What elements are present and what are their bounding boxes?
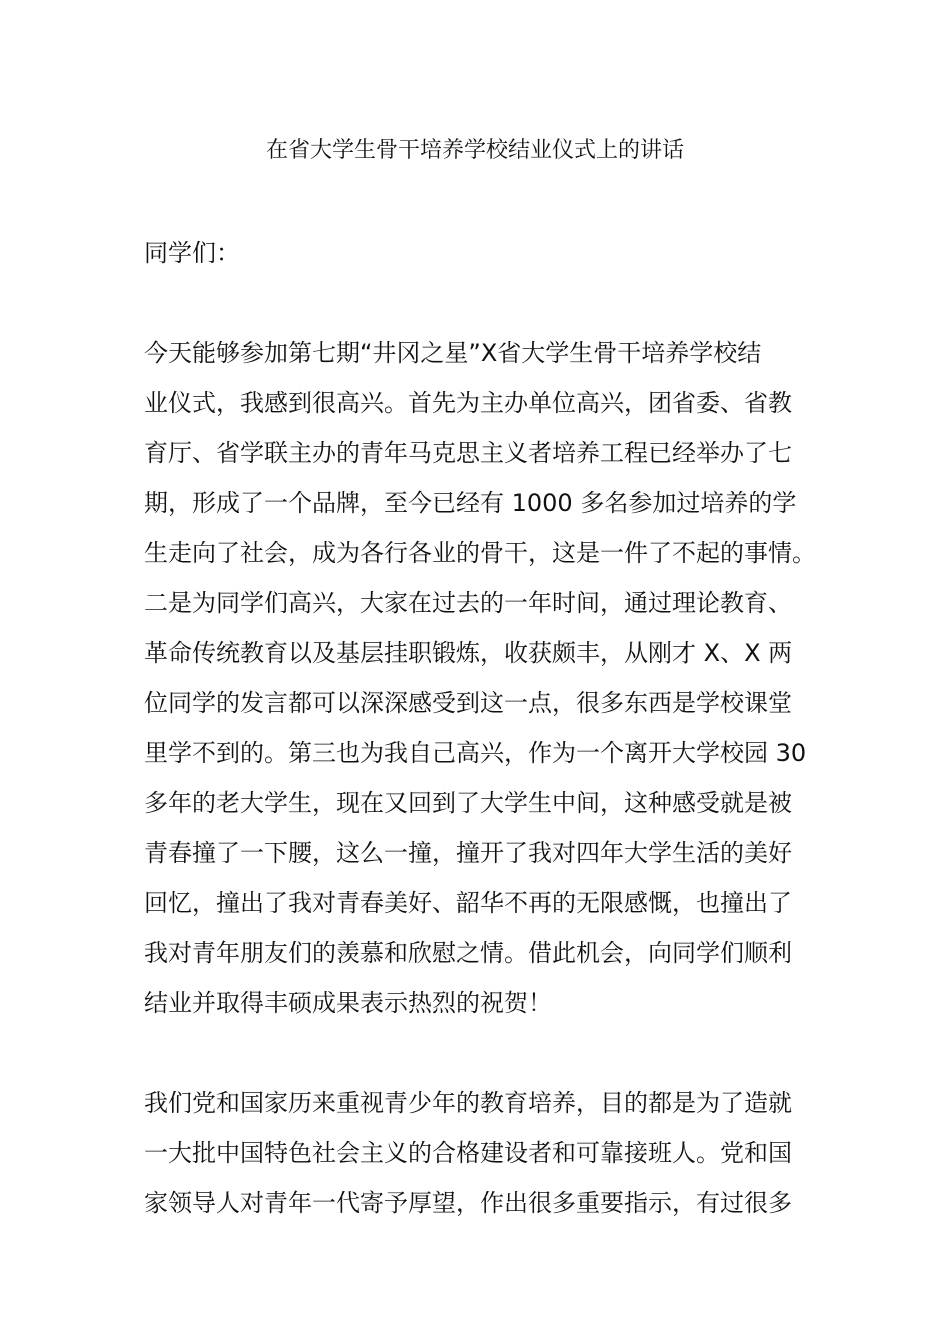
paragraph-line: 生走向了社会，成为各行各业的骨干，这是一件了不起的事情。: [144, 539, 816, 567]
document-title: 在省大学生骨干培养学校结业仪式上的讲话: [265, 138, 684, 163]
paragraph-line: 期，形成了一个品牌，至今已经有 1000 多名参加过培养的学: [144, 489, 797, 517]
paragraph-line: 结业并取得丰硕成果表示热烈的祝贺！: [144, 989, 552, 1017]
paragraph-line: 位同学的发言都可以深深感受到这一点，很多东西是学校课堂: [144, 689, 792, 717]
salutation: 同学们：: [144, 239, 240, 267]
paragraph-line: 业仪式，我感到很高兴。首先为主办单位高兴，团省委、省教: [144, 389, 792, 417]
paragraph-line: 我们党和国家历来重视青少年的教育培养，目的都是为了造就: [144, 1089, 792, 1117]
paragraph-line: 家领导人对青年一代寄予厚望，作出很多重要指示，有过很多: [144, 1189, 792, 1217]
paragraph-line: 回忆，撞出了我对青春美好、韶华不再的无限感慨，也撞出了: [144, 889, 792, 917]
paragraph-line: 多年的老大学生，现在又回到了大学生中间，这种感受就是被: [144, 789, 792, 817]
paragraph-line: 一大批中国特色社会主义的合格建设者和可靠接班人。党和国: [144, 1139, 792, 1167]
paragraph-line: 青春撞了一下腰，这么一撞，撞开了我对四年大学生活的美好: [144, 839, 792, 867]
paragraph-line: 我对青年朋友们的羡慕和欣慰之情。借此机会，向同学们顺利: [144, 939, 792, 967]
paragraph-line: 育厅、省学联主办的青年马克思主义者培养工程已经举办了七: [144, 439, 792, 467]
paragraph-line: 革命传统教育以及基层挂职锻炼，收获颇丰，从刚才 X、X 两: [144, 639, 793, 667]
paragraph-line: 二是为同学们高兴，大家在过去的一年时间，通过理论教育、: [144, 589, 792, 617]
paragraph-line: 今天能够参加第七期“井冈之星”X省大学生骨干培养学校结: [144, 339, 762, 367]
paragraph-line: 里学不到的。第三也为我自己高兴，作为一个离开大学校园 30: [144, 739, 807, 767]
